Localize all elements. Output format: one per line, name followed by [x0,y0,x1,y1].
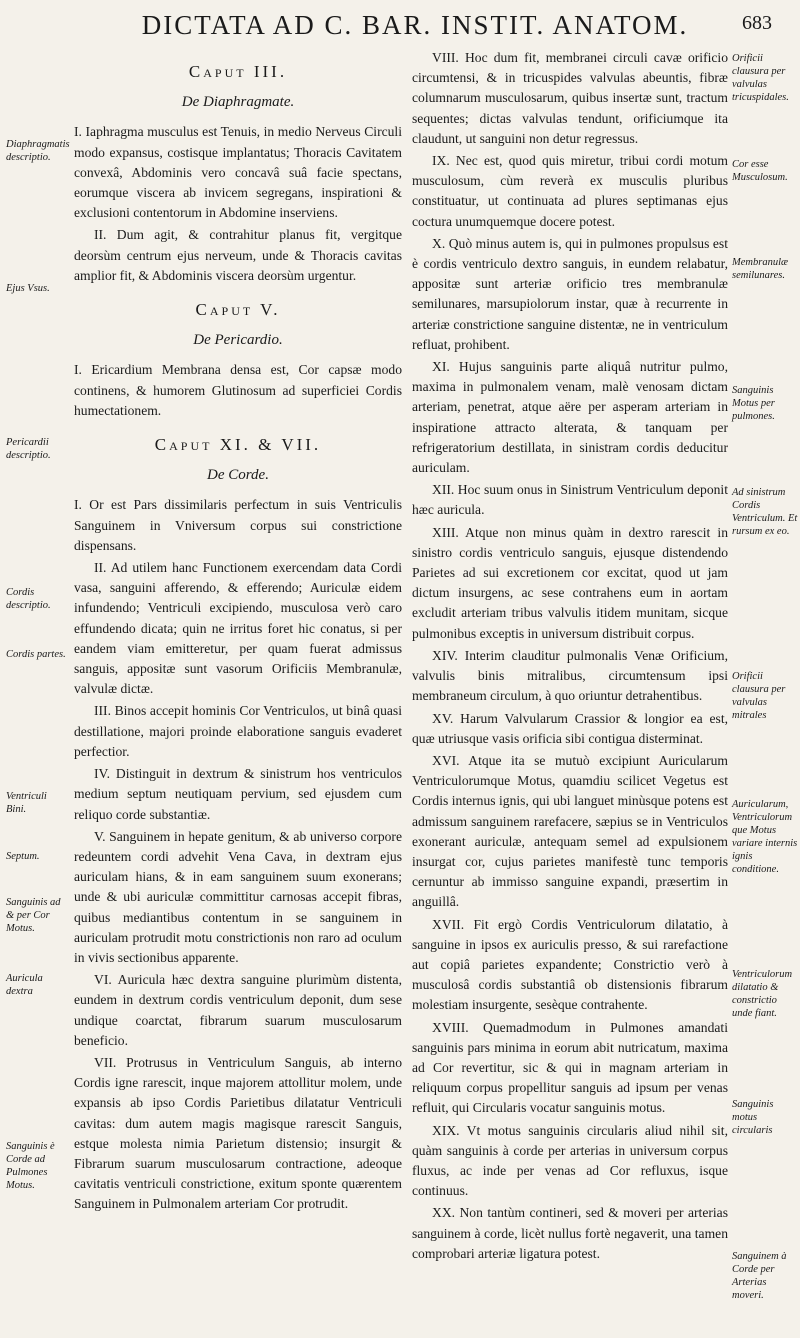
paragraph: XIX. Vt motus sanguinis circularis aliud nihil sit, quàm sanguinis à corde per arterias in universum corpus fluxus, ac inde per venas ad Cor refluxus, isque continuus. [412,1122,728,1199]
margin-note: Cor esse Musculosum. [732,159,788,183]
paragraph: XIV. Interim clauditur pulmonalis Venæ Orificium, valvulis binis mitralibus, circumtensum ipsi membraneum circulum, à quo oriuntur detrahentibus. [412,647,728,704]
paragraph: VI. Auricula hæc dextra sanguine plurimùm distenta, eundem in dextrum cordis ventriculum deponit, dum sese undique coarctat, fibrarum suarum musculosarum beneficio. [74,972,402,1048]
chapter-title: Caput III. [188,62,288,81]
paragraph: XI. Hujus sanguinis parte aliquâ nutritur pulmo, maxima in pulmonalem venam, malè venosam dictam arteriam, penetrat, atque aëre per asperam arteriam in inspiratione attracto alterata, & tanquam per refrigeratorium destillata, in sinistram cordis deducitur auriculam. [412,359,728,476]
margin-note: Sanguinem à Corde per Arterias moveri. [732,1251,787,1301]
left-column [74,48,402,1217]
paragraph: XV. Harum Valvularum Crassior & longior ea est, quæ utriusque vasis orificia sibi contigua disterminat. [412,710,728,746]
paragraph: VIII. Hoc dum fit, membranei circuli cavæ orificio circumtensi, & in tricuspides valvulas abeuntis, fibræ columnarum musculosarum, quibus insertæ sunt, tractum sequentes; dictas valvulas tendunt, orificiumque ita claudunt, ut sanguini non detur regressus. [412,50,728,146]
margin-note: Auricularum, Ventriculorum que Motus variare internis ignis conditione. [732,799,798,875]
margin-note: Cordis descriptio. [6,587,51,611]
chapter-title: Caput V. [195,300,281,320]
margin-note: Orificii clausura per valvulas tricuspidales. [732,53,789,103]
margin-note: Ad sinistrum Cordis Ventriculum. Et rursum ex eo. [732,487,798,537]
paragraph: III. Binos accepit hominis Cor Ventriculos, ut binâ quasi destillatione, majori proinde elaboratione sanguis evaderet perfectior. [74,703,402,759]
paragraph: X. Quò minus autem is, qui in pulmones propulsus est è cordis ventriculo dextro sanguis, in eundem relabatur, appositæ sunt arteriæ orificio tres membranulæ semilunares, marsupiolorum instar, quæ à recurrente in arteriæ constrictione sanguine distentæ, ne in ventriculum refluat, prohibent. [412,235,728,352]
paragraph: VII. Protrusus in Ventriculum Sanguis, ab interno Cordis igne rarescit, inque majorem attollitur molem, unde expansis ab ipso Cordis Parietibus dilatatur Ventriculi cavitas: dum autem magis magisque rarescit Sanguis, estque molesta nimia Parietum distensio; insurgit & Fibrarum suarum musculosarum contractione, adeoque cavitatis ventriculi constrictione, exitum sponte quærentem Sanguinem in Pulmonalem arteriam Cor protrudit. [74,1054,402,1212]
chapter-title: Caput XI. & VII. [154,435,322,455]
margin-note: Sanguinis motus circularis [732,1099,774,1136]
margin-note: Ejus Vsus. [6,283,50,294]
margin-note: Ventriculorum dilatatio & constrictio unde fiant. [732,969,793,1019]
page-number: 683 [742,12,772,34]
paragraph: II. Dum agit, & contrahitur planus fit, vergitque deorsùm centrum ejus nerveum, unde & Thoracis cavitas amplior fit, & Abdominis viscera deorsùm urgentur. [74,227,402,283]
paragraph: XVII. Fit ergò Cordis Ventriculorum dilatatio, à sanguine in ipsos ex auriculis presso, & sui rarefactione aut copiâ parietes expandente; Constrictio verò à musculosâ cordis substantiâ ob distensionis fibrarum molestiam insurgente, sesèque contrahente. [412,916,728,1013]
margin-note: Septum. [6,851,40,862]
margin-note: Pericardii descriptio. [6,437,51,461]
paragraph: I. Iaphragma musculus est Tenuis, in medio Nerveus Circuli modo expansus, costisque implantatus; Thoracis Cavitatem convexâ, Abdominis vero concavâ suâ facie spectans, eorumque viscera ab invicem segregans, inspirationi & exclusioni contentorum in Abdomine inserviens. [74,124,402,221]
margin-note: Auricula dextra [6,973,43,997]
margin-note: Orificii clausura per valvulas mitrales [732,671,786,721]
paragraph: XII. Hoc suum onus in Sinistrum Ventriculum deponit hæc auricula. [412,482,728,518]
running-title: DICTATA AD C. BAR. INSTIT. ANATOM. [141,10,689,40]
margin-note: Diaphragmatis descriptio. [6,139,70,163]
paragraph: I. Or est Pars dissimilaris perfectum in suis Ventriculis Sanguinem in Vniversum corpus sui constrictione dispensans. [74,497,402,553]
paragraph: II. Ad utilem hanc Functionem exercendam data Cordi vasa, sanguini afferendo, & efferendo; Auriculæ eidem infundendo; Ventriculi excipiendo, musculosa verò caro effundendo dicata; quin ne irritus foret hic conatus, si per eandem viam emitteretur, per quam fuerat admissus sanguis, appositæ sunt vasorum Orificiis Membranulæ, valvulæ dictæ. [74,560,402,697]
margin-note: Sanguinis Motus per pulmones. [732,385,775,422]
chapter-subtitle: De Corde. [207,467,269,484]
paragraph: IX. Nec est, quod quis miretur, tribui cordi motum musculosum, cùm reverà ex musculis pluribus constituatur, ut continuata ad plures septimanas ejus coctura unumquemque docere potest. [412,153,728,229]
right-column [412,48,728,1266]
paragraph: XVIII. Quemadmodum in Pulmones amandati sanguinis pars minima in eorum abit nutricatum, maxima ad Cor revertitur, sic & qui in magnam arteriam in reliquum corpus propellitur sanguis ad ipsum per venas refluit, qui Circularis vocatur sanguinis motus. [412,1019,728,1116]
paragraph: IV. Distinguit in dextrum & sinistrum hos ventriculos medium septum neutiquam pervium, sed ejusdem cum reliquo corde substantiæ. [74,766,402,822]
margin-note: Membranulæ semilunares. [732,257,788,281]
margin-note: Sanguinis è Corde ad Pulmones Motus. [6,1141,55,1191]
chapter-subtitle: De Pericardio. [193,332,283,349]
paragraph: V. Sanguinem in hepate genitum, & ab universo corpore redeuntem cordi advehit Vena Cava, in dextram ejus auriculam hians, & in eam sanguinem suum exonerans; unde & ubi auriculæ committitur carnosas accepit fibras, quibus mediantibus contentum in se sanguinem in auriculam protrudit motu constrictionis non raro ad oculum in vivis sectionibus apparente. [74,828,402,965]
paragraph: XX. Non tantùm contineri, sed & moveri per arterias sanguinem à corde, licèt nullus fortè negaverit, una tamen comprobari arteriæ ligatura potest. [412,1205,728,1261]
paragraph: XIII. Atque non minus quàm in dextro rarescit in sinistro cordis ventriculo sanguis, ejusque distendendo Parietes ad sui excretionem cor excitat, quod ut jam dictum insurgens, ac sese contrahens eum in aortam excludit arteriam tribus valvulis itidem munitam, sicque pulmonibus exceptis in universum distribuit corpus. [412,524,728,641]
paragraph: XVI. Atque ita se mutuò excipiunt Auricularum Ventriculorumque Motus, quamdiu scilicet Vegetus est Cordis internus ignis, qui ubi languet minùsque potens est admissum sanguinem rarefacere, sæpius se in Ventriculos exonerant auriculæ, antequam semel ad expulsionem insurgat cor, cujus parietes manifestè tunc temporis cernuntur ab immisso sanguine expandi, præsertim in anguillâ. [412,752,728,910]
paragraph: I. Ericardium Membrana densa est, Cor capsæ modo continens, & humorem Glutinosum ad superficiei Cordis humectationem. [74,362,402,418]
margin-note: Ventriculi Bini. [6,791,47,815]
margin-note: Sanguinis ad & per Cor Motus. [6,897,61,934]
chapter-subtitle: De Diaphragmate. [181,94,295,111]
margin-note: Cordis partes. [6,649,66,660]
